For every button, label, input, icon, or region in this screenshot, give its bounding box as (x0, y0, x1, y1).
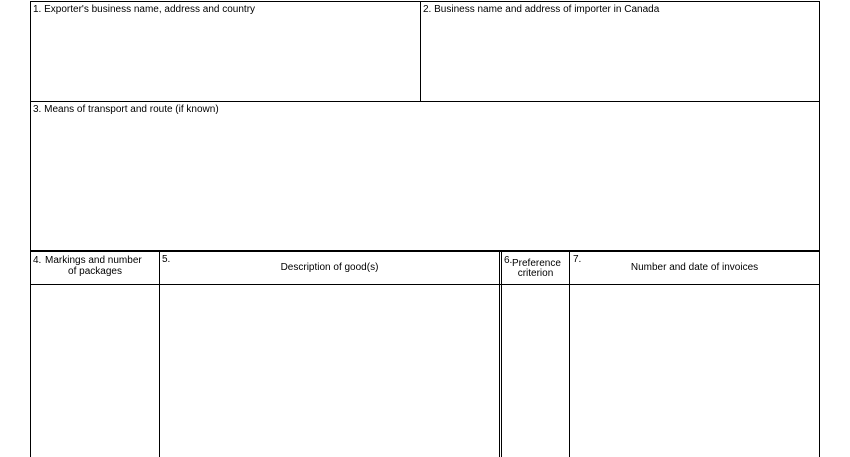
col5-col6-divider-double (501, 251, 502, 457)
invoices-field[interactable] (571, 286, 818, 457)
box3-number: 3. (33, 104, 42, 115)
col6-col7-divider (569, 251, 570, 457)
preference-criterion-field[interactable] (503, 286, 568, 457)
box2-number: 2. (423, 4, 432, 15)
importer-field[interactable] (422, 17, 818, 99)
box1-number: 1. (33, 4, 42, 15)
row1-bottom-border (30, 101, 820, 102)
box5-number: 5. (162, 254, 171, 265)
box5-label: Description of good(s) (280, 262, 379, 273)
box3-label (33, 104, 219, 115)
box6-label-line1: Preference (512, 258, 561, 269)
box2-label-text: Business name and address of importer in Canada (434, 4, 660, 15)
box6-label-line2: criterion (517, 268, 554, 279)
box7-number: 7. (573, 254, 582, 265)
frame-right-border (819, 1, 820, 457)
exporter-field[interactable] (32, 17, 418, 99)
box2-label (423, 4, 659, 15)
goods-description-field[interactable] (161, 286, 498, 457)
goods-header-bottom-border (30, 284, 820, 285)
box4-label-line2: of packages (68, 266, 122, 277)
box6-number: 6. (504, 255, 513, 266)
frame-top-border (30, 1, 820, 2)
frame-left-border (30, 1, 31, 457)
transport-route-field[interactable] (32, 117, 818, 248)
col5-col6-divider (499, 251, 500, 457)
col4-col5-divider (159, 251, 160, 457)
box4-number: 4. (33, 255, 42, 266)
box7-label: Number and date of invoices (630, 262, 759, 273)
box1-label (33, 4, 255, 15)
box4-label-line1: Markings and number (45, 255, 142, 266)
row2-bottom-border (30, 250, 820, 252)
markings-packages-field[interactable] (32, 286, 158, 457)
box1-label-text: Exporter's business name, address and country (44, 4, 256, 15)
box1-box2-divider (420, 1, 421, 101)
box3-label-text: Means of transport and route (if known) (44, 104, 219, 115)
